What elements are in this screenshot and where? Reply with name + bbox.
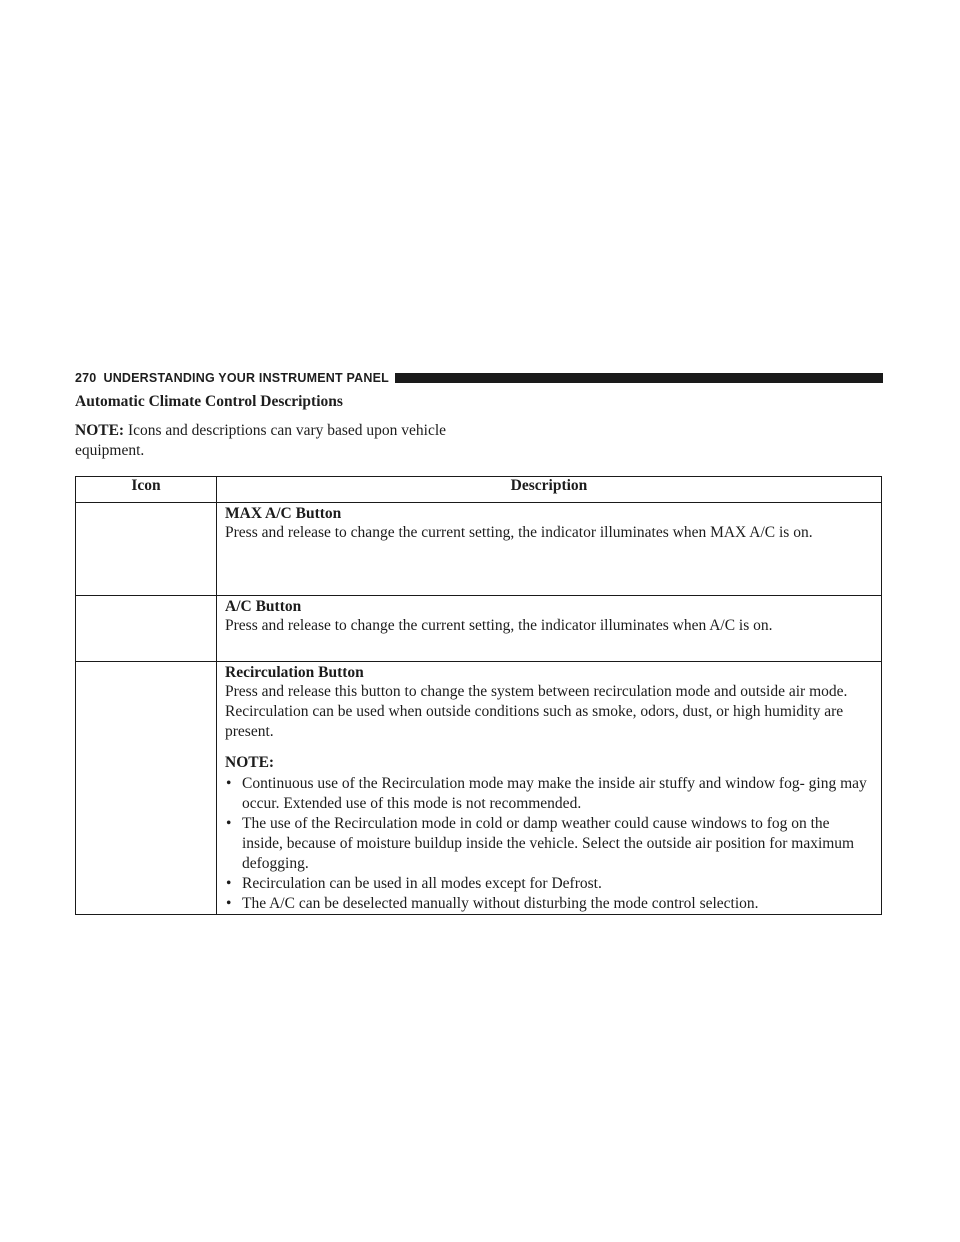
row-title-max-ac: MAX A/C Button: [225, 505, 342, 522]
table-row: [76, 662, 882, 915]
chapter-title: UNDERSTANDING YOUR INSTRUMENT PANEL: [103, 371, 389, 385]
list-item-text: The A/C can be deselected manually without disturbing the mode control selection.: [242, 895, 759, 912]
icon-cell-recirculation: [76, 662, 217, 915]
description-cell-recirculation: [217, 662, 882, 915]
icon-cell-ac: [76, 596, 217, 662]
row-text-ac: Press and release to change the current setting, the indicator illuminates when A/C is on.: [225, 617, 773, 634]
list-item: [225, 874, 873, 894]
bullet-icon: •: [226, 875, 232, 892]
section-title: Automatic Climate Control Descriptions: [75, 393, 343, 410]
list-item: [225, 774, 873, 814]
list-item-text: The use of the Recirculation mode in cold or damp weather could cause windows to fog on the inside, because of moisture buildup inside the vehicle. Select the outside air position for maximum defogging.: [242, 815, 855, 872]
intro-note-text: Icons and descriptions can vary based upon vehicle equipment.: [75, 422, 447, 459]
list-item-text: Recirculation can be used in all modes except for Defrost.: [242, 875, 602, 892]
bullet-icon: •: [226, 815, 232, 832]
page-number: 270: [75, 371, 97, 385]
climate-control-table: [75, 476, 882, 915]
icon-cell-max-ac: [76, 503, 217, 596]
row-title-recirculation: Recirculation Button: [225, 664, 364, 681]
bullet-icon: •: [226, 895, 232, 912]
description-cell-max-ac: [217, 503, 882, 596]
row-title-ac: A/C Button: [225, 598, 302, 615]
column-header-description: Description: [217, 477, 882, 503]
row-text-max-ac: Press and release to change the current setting, the indicator illuminates when MAX A/C is on.: [225, 524, 813, 541]
table-row: [76, 596, 882, 662]
row-text-recirculation: Press and release this button to change the system between recirculation mode and outside air mode. Recirculation can be used when outside conditions such as smoke, odors, dust, or high humidity are present.: [225, 683, 848, 740]
table-header-row: [76, 477, 882, 503]
recirculation-note-list: [225, 774, 873, 914]
list-item-text: Continuous use of the Recirculation mode may make the inside air stuffy and window fog- ging may occur. Extended use of this mode is not recommended.: [242, 775, 867, 812]
intro-note-label: NOTE:: [75, 422, 125, 439]
description-cell-ac: [217, 596, 882, 662]
table-row: [76, 503, 882, 596]
bullet-icon: •: [226, 775, 232, 792]
list-item: [225, 814, 873, 874]
recirculation-note-label: NOTE:: [225, 754, 275, 771]
column-header-icon: Icon: [76, 477, 217, 503]
page-header: [75, 371, 883, 385]
intro-note: [75, 421, 485, 461]
header-rule: [395, 373, 883, 383]
list-item: [225, 894, 873, 914]
